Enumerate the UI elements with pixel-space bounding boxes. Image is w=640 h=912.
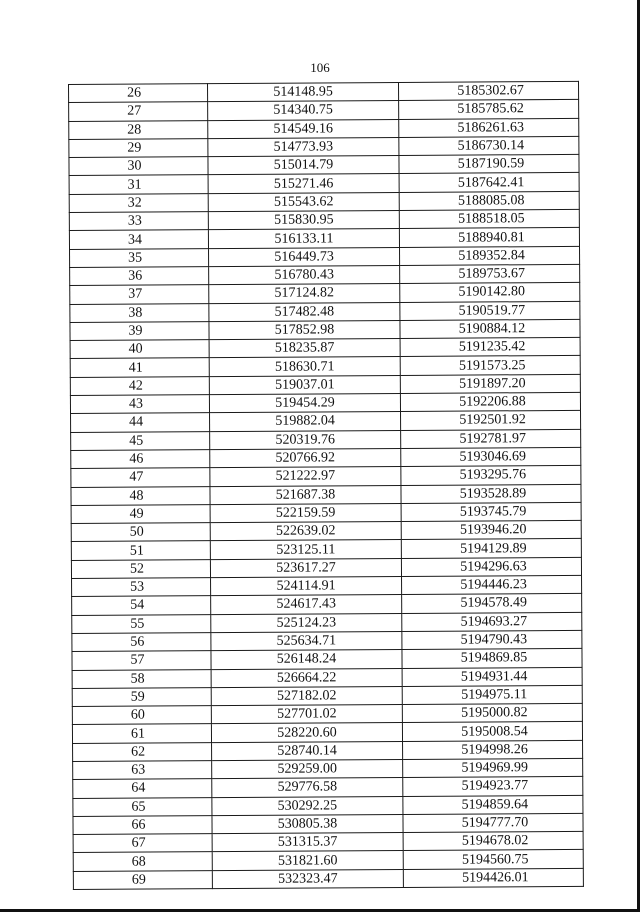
y-coordinate-cell: 5192781.97 — [401, 429, 581, 448]
x-coordinate-cell: 519037.01 — [209, 375, 400, 394]
x-coordinate-cell: 526664.22 — [211, 668, 402, 687]
point-number-cell: 60 — [72, 706, 211, 725]
coordinate-table — [68, 81, 584, 890]
x-coordinate-cell: 528740.14 — [212, 741, 403, 760]
y-coordinate-cell: 5189753.67 — [400, 264, 580, 283]
y-coordinate-cell: 5194998.26 — [403, 740, 583, 759]
y-coordinate-cell: 5194923.77 — [403, 777, 583, 796]
point-number-cell: 28 — [69, 120, 208, 139]
x-coordinate-cell: 521222.97 — [210, 467, 401, 486]
y-coordinate-cell: 5194777.70 — [403, 813, 583, 832]
y-coordinate-cell: 5194693.27 — [402, 612, 582, 631]
point-number-cell: 30 — [69, 157, 208, 176]
y-coordinate-cell: 5187190.59 — [399, 155, 579, 174]
y-coordinate-cell: 5186730.14 — [399, 136, 579, 155]
point-number-cell: 39 — [70, 322, 209, 341]
y-coordinate-cell: 5192501.92 — [401, 411, 581, 430]
y-coordinate-cell: 5189352.84 — [400, 246, 580, 265]
point-number-cell: 34 — [69, 230, 208, 249]
y-coordinate-cell: 5194678.02 — [403, 832, 583, 851]
y-coordinate-cell: 5191235.42 — [400, 338, 580, 357]
point-number-cell: 46 — [71, 450, 210, 469]
x-coordinate-cell: 530805.38 — [212, 814, 403, 833]
x-coordinate-cell: 527182.02 — [211, 686, 402, 705]
point-number-cell: 36 — [70, 267, 209, 286]
x-coordinate-cell: 531821.60 — [212, 851, 403, 870]
point-number-cell: 35 — [70, 248, 209, 267]
point-number-cell: 47 — [71, 468, 210, 487]
point-number-cell: 64 — [73, 779, 212, 798]
point-number-cell: 26 — [69, 84, 208, 103]
x-coordinate-cell: 515543.62 — [208, 192, 399, 211]
y-coordinate-cell: 5193046.69 — [401, 447, 581, 466]
x-coordinate-cell: 524617.43 — [211, 595, 402, 614]
x-coordinate-cell: 518235.87 — [209, 339, 400, 358]
x-coordinate-cell: 516449.73 — [209, 247, 400, 266]
y-coordinate-cell: 5188518.05 — [399, 209, 579, 228]
y-coordinate-cell: 5194859.64 — [403, 795, 583, 814]
point-number-cell: 63 — [73, 761, 212, 780]
point-number-cell: 31 — [69, 175, 208, 194]
y-coordinate-cell: 5193946.20 — [401, 520, 581, 539]
y-coordinate-cell: 5194969.99 — [403, 758, 583, 777]
y-coordinate-cell: 5188940.81 — [399, 228, 579, 247]
y-coordinate-cell: 5194790.43 — [402, 630, 582, 649]
x-coordinate-cell: 525634.71 — [211, 631, 402, 650]
y-coordinate-cell: 5193745.79 — [401, 502, 581, 521]
x-coordinate-cell: 518630.71 — [209, 357, 400, 376]
x-coordinate-cell: 516133.11 — [208, 229, 399, 248]
table-row — [73, 868, 583, 889]
y-coordinate-cell: 5190884.12 — [400, 319, 580, 338]
x-coordinate-cell: 520766.92 — [210, 448, 401, 467]
x-coordinate-cell: 519454.29 — [209, 394, 400, 413]
point-number-cell: 54 — [72, 596, 211, 615]
point-number-cell: 65 — [73, 797, 212, 816]
x-coordinate-cell: 528220.60 — [211, 723, 402, 742]
point-number-cell: 56 — [72, 633, 211, 652]
y-coordinate-cell: 5194931.44 — [402, 667, 582, 686]
point-number-cell: 66 — [73, 816, 212, 835]
point-number-cell: 53 — [72, 578, 211, 597]
x-coordinate-cell: 526148.24 — [211, 650, 402, 669]
point-number-cell: 69 — [73, 870, 212, 889]
x-coordinate-cell: 523125.11 — [210, 540, 401, 559]
point-number-cell: 33 — [69, 212, 208, 231]
x-coordinate-cell: 514773.93 — [208, 137, 399, 156]
y-coordinate-cell: 5195008.54 — [402, 722, 582, 741]
point-number-cell: 61 — [72, 724, 211, 743]
x-coordinate-cell: 529259.00 — [212, 759, 403, 778]
x-coordinate-cell: 521687.38 — [210, 485, 401, 504]
point-number-cell: 40 — [70, 340, 209, 359]
y-coordinate-cell: 5194296.63 — [401, 557, 581, 576]
y-coordinate-cell: 5190142.80 — [400, 283, 580, 302]
point-number-cell: 49 — [71, 504, 210, 523]
point-number-cell: 59 — [72, 687, 211, 706]
point-number-cell: 32 — [69, 193, 208, 212]
point-number-cell: 57 — [72, 651, 211, 670]
x-coordinate-cell: 530292.25 — [212, 796, 403, 815]
point-number-cell: 48 — [71, 486, 210, 505]
y-coordinate-cell: 5193295.76 — [401, 466, 581, 485]
page-number: 106 — [310, 60, 330, 75]
x-coordinate-cell: 520319.76 — [210, 430, 401, 449]
x-coordinate-cell: 515271.46 — [208, 174, 399, 193]
point-number-cell: 55 — [72, 614, 211, 633]
point-number-cell: 68 — [73, 852, 212, 871]
x-coordinate-cell: 524114.91 — [211, 576, 402, 595]
y-coordinate-cell: 5194869.85 — [402, 649, 582, 668]
x-coordinate-cell: 532323.47 — [212, 869, 403, 888]
y-coordinate-cell: 5185785.62 — [399, 100, 579, 119]
y-coordinate-cell: 5191897.20 — [400, 374, 580, 393]
point-number-cell: 44 — [71, 413, 210, 432]
point-number-cell: 27 — [69, 102, 208, 121]
y-coordinate-cell: 5186261.63 — [399, 118, 579, 137]
x-coordinate-cell: 531315.37 — [212, 833, 403, 852]
point-number-cell: 29 — [69, 139, 208, 158]
x-coordinate-cell: 514148.95 — [208, 82, 399, 101]
x-coordinate-cell: 529776.58 — [212, 778, 403, 797]
point-number-cell: 62 — [73, 742, 212, 761]
y-coordinate-cell: 5194446.23 — [402, 575, 582, 594]
y-coordinate-cell: 5194560.75 — [403, 850, 583, 869]
x-coordinate-cell: 517124.82 — [209, 284, 400, 303]
y-coordinate-cell: 5190519.77 — [400, 301, 580, 320]
y-coordinate-cell: 5194578.49 — [402, 594, 582, 613]
y-coordinate-cell: 5195000.82 — [402, 703, 582, 722]
point-number-cell: 52 — [71, 559, 210, 578]
point-number-cell: 38 — [70, 303, 209, 322]
x-coordinate-cell: 515830.95 — [208, 211, 399, 230]
x-coordinate-cell: 514549.16 — [208, 119, 399, 138]
x-coordinate-cell: 517852.98 — [209, 320, 400, 339]
x-coordinate-cell: 523617.27 — [210, 558, 401, 577]
y-coordinate-cell: 5192206.88 — [400, 392, 580, 411]
y-coordinate-cell: 5185302.67 — [398, 81, 578, 100]
y-coordinate-cell: 5194129.89 — [401, 539, 581, 558]
point-number-cell: 41 — [70, 358, 209, 377]
point-number-cell: 43 — [70, 395, 209, 414]
coordinate-table-body — [69, 81, 584, 889]
x-coordinate-cell: 515014.79 — [208, 156, 399, 175]
point-number-cell: 42 — [70, 376, 209, 395]
point-number-cell: 67 — [73, 834, 212, 853]
point-number-cell: 50 — [71, 523, 210, 542]
x-coordinate-cell: 522639.02 — [210, 522, 401, 541]
y-coordinate-cell: 5188085.08 — [399, 191, 579, 210]
point-number-cell: 45 — [71, 431, 210, 450]
x-coordinate-cell: 514340.75 — [208, 101, 399, 120]
y-coordinate-cell: 5193528.89 — [401, 484, 581, 503]
x-coordinate-cell: 517482.48 — [209, 302, 400, 321]
x-coordinate-cell: 516780.43 — [209, 265, 400, 284]
x-coordinate-cell: 522159.59 — [210, 503, 401, 522]
point-number-cell: 58 — [72, 669, 211, 688]
x-coordinate-cell: 525124.23 — [211, 613, 402, 632]
y-coordinate-cell: 5194975.11 — [402, 685, 582, 704]
point-number-cell: 37 — [70, 285, 209, 304]
x-coordinate-cell: 519882.04 — [210, 412, 401, 431]
y-coordinate-cell: 5194426.01 — [403, 868, 583, 887]
point-number-cell: 51 — [71, 541, 210, 560]
x-coordinate-cell: 527701.02 — [211, 705, 402, 724]
y-coordinate-cell: 5191573.25 — [400, 356, 580, 375]
y-coordinate-cell: 5187642.41 — [399, 173, 579, 192]
